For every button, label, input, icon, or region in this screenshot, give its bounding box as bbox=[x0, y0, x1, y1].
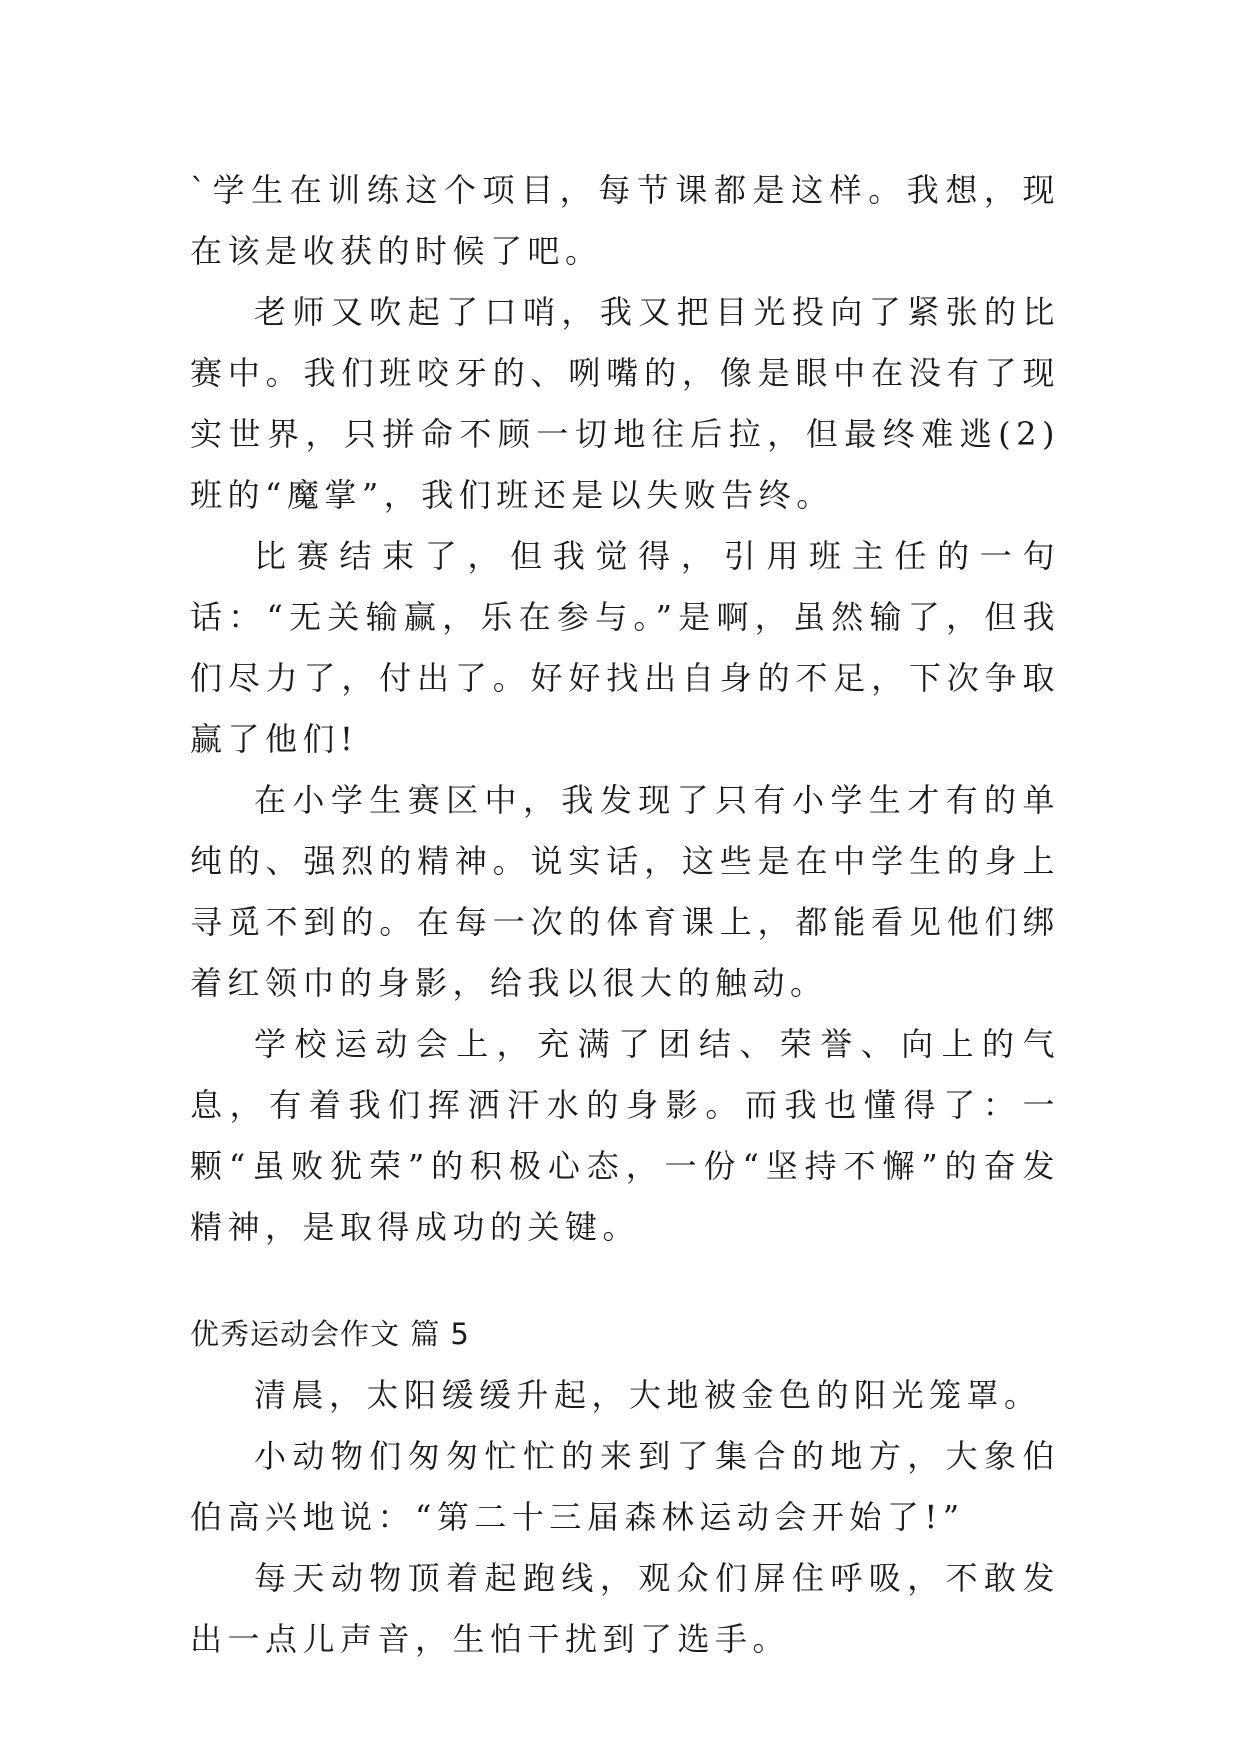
paragraph: 清晨，太阳缓缓升起，大地被金色的阳光笼罩。 bbox=[254, 1376, 1042, 1414]
paragraph: 小动物们匆匆忙忙的来到了集合的地方，大象伯伯高兴地说：“第二十三届森林运动会开始了!” bbox=[190, 1437, 1060, 1536]
paragraph: 老师又吹起了口哨，我又把目光投向了紧张的比赛中。我们班咬牙的、咧嘴的，像是眼中在没有了现实世界，只拼命不顾一切地往后拉，但最终难逃(2)班的“魔掌”，我们班还是以失败告终。 bbox=[190, 293, 1060, 514]
paragraph-continuation: `学生在训练这个项目，每节课都是这样。我想，现在该是收获的时候了吧。 bbox=[190, 171, 1060, 270]
paragraph: 每天动物顶着起跑线，观众们屏住呼吸，不敢发出一点儿声音，生怕干扰到了选手。 bbox=[190, 1559, 1060, 1658]
paragraph: 学校运动会上，充满了团结、荣誉、向上的气息，有着我们挥洒汗水的身影。而我也懂得了：一颗“虽败犹荣”的积极心态，一份“坚持不懈”的奋发精神，是取得成功的关键。 bbox=[190, 1025, 1060, 1246]
document-page bbox=[190, 160, 1060, 1670]
section-title: 优秀运动会作文 篇 5 bbox=[190, 1317, 470, 1351]
paragraph: 在小学生赛区中，我发现了只有小学生才有的单纯的、强烈的精神。说实话，这些是在中学生的身上寻觅不到的。在每一次的体育课上，都能看见他们绑着红领巾的身影，给我以很大的触动。 bbox=[190, 781, 1060, 1002]
paragraph: 比赛结束了，但我觉得，引用班主任的一句话：“无关输赢，乐在参与。”是啊，虽然输了，但我们尽力了，付出了。好好找出自身的不足，下次争取赢了他们! bbox=[190, 537, 1060, 758]
